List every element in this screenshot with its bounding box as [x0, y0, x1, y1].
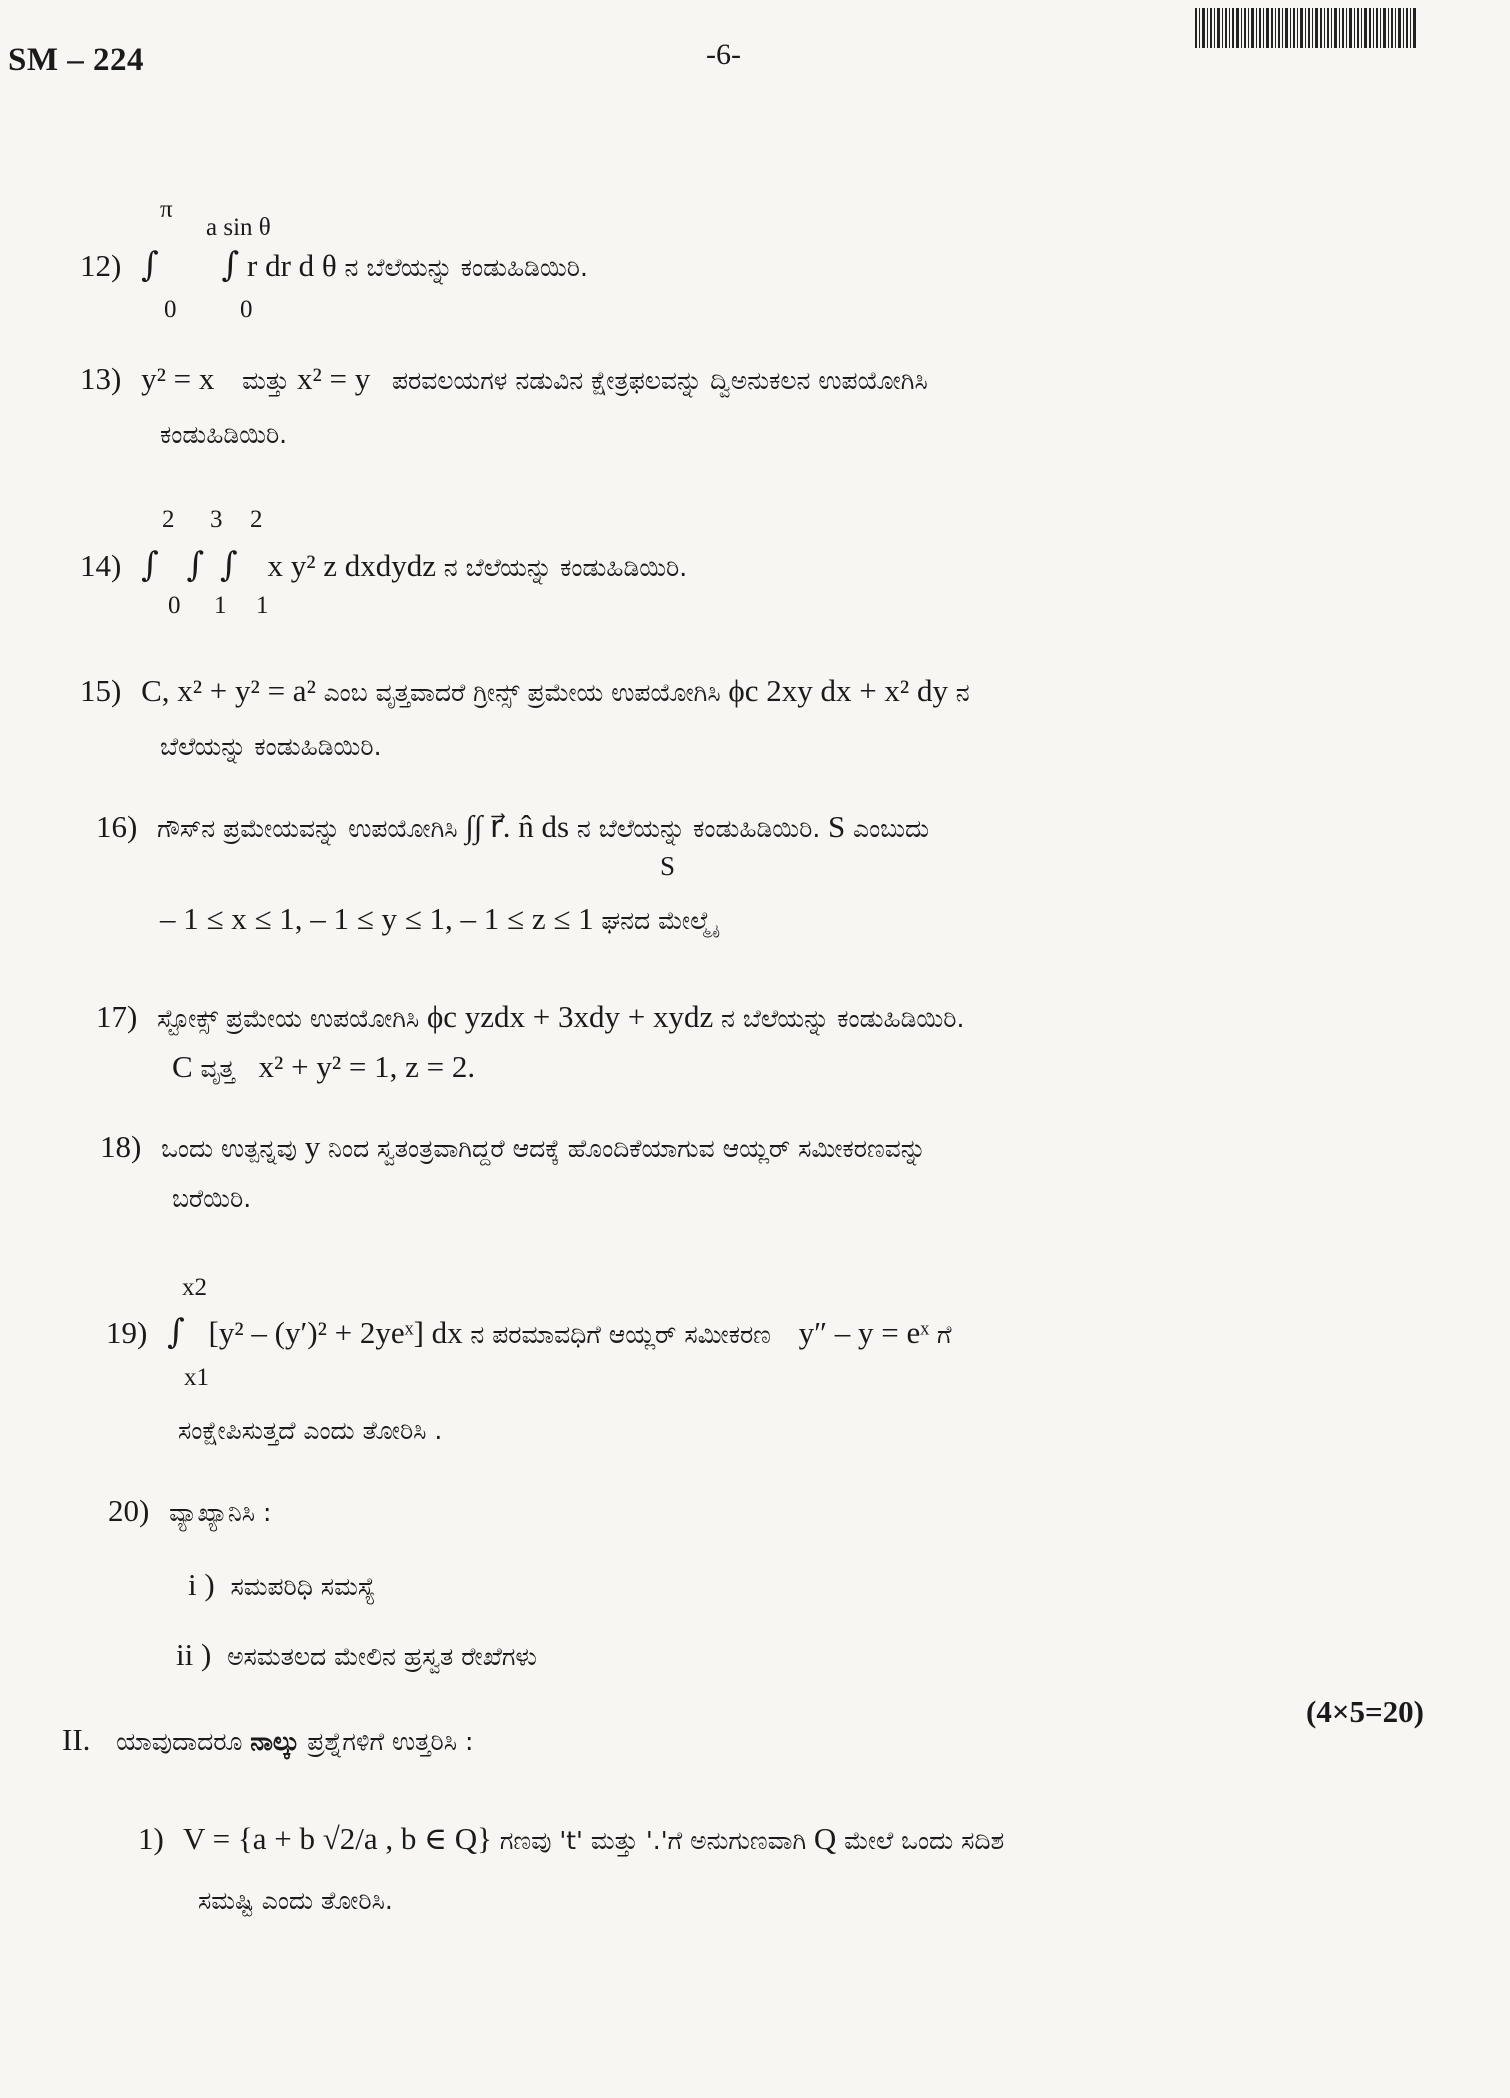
q19-text-2: ಗೆ: [937, 1320, 952, 1349]
q12-upper-inner: a sin θ: [206, 214, 271, 241]
q16-text-3: ಎಂಬುದು: [853, 814, 930, 843]
q17-math-1: ϕc yzdx + 3xdy + xydz: [426, 999, 714, 1034]
integral-sign: ∫: [221, 245, 240, 285]
q12-lower-outer: 0: [164, 296, 177, 323]
section-marks: (4×5=20): [1306, 1694, 1424, 1729]
q20-item-label: ii ): [176, 1637, 212, 1672]
q20-item: [188, 1566, 376, 1603]
q17-number: 17): [96, 999, 138, 1034]
q16-math-1: ∫∫ r⃗. n̂ ds: [465, 809, 570, 844]
integral-sign: ∫: [220, 545, 238, 585]
s2q1-math-2: Q: [813, 1821, 837, 1856]
question-13: [80, 360, 928, 397]
q20-item-text: ಸಮಪರಿಧಿ ಸಮಸ್ಯೆ: [230, 1572, 376, 1601]
q19-lower: x1: [184, 1364, 209, 1391]
q12-number: 12): [80, 248, 122, 283]
q19-upper: x2: [182, 1274, 207, 1301]
q12-text: ನ ಬೆಲೆಯನ್ನು ಕಂಡುಹಿಡಿಯಿರಿ.: [344, 253, 588, 282]
q17-text-1: ಸ್ಟೋಕ್ಸ್ ಪ್ರಮೇಯ ಉಪಯೋಗಿಸಿ: [157, 1004, 420, 1033]
s2q1-text-1: ಗಣವು 't' ಮತ್ತು '.'ಗೆ ಅನುಗುಣವಾಗಿ: [499, 1826, 807, 1855]
section-text-c: ಪ್ರಶ್ನೆಗಳಿಗೆ ಉತ್ತರಿಸಿ :: [307, 1727, 474, 1756]
q17-text-2: ನ ಬೆಲೆಯನ್ನು ಕಂಡುಹಿಡಿಯಿರಿ.: [721, 1004, 965, 1033]
q15-math-2: ϕc 2xy dx + x² dy: [728, 673, 948, 708]
integral-sign: ∫: [167, 1312, 185, 1352]
section-text-a: ಯಾವುದಾದರೂ: [116, 1727, 243, 1756]
q14-lower-3: 1: [256, 592, 269, 619]
q14-number: 14): [80, 548, 122, 583]
q15-text-2: ನ: [955, 678, 970, 707]
section-2-question-1: [138, 1820, 1004, 1857]
barcode: [1195, 8, 1417, 48]
q17-line-2-math-1: C: [172, 1049, 193, 1084]
integral-sign: ∫: [141, 245, 159, 285]
s2q1-line-2: ಸಮಷ್ಟಿ ಎಂದು ತೋರಿಸಿ.: [198, 1886, 393, 1915]
q20-item-label: i ): [188, 1567, 215, 1602]
q16-number: 16): [96, 809, 138, 844]
q13-number: 13): [80, 361, 122, 396]
q16-sub: S: [660, 851, 676, 881]
q18-line-2: ಬರೆಯಿರಿ.: [172, 1184, 252, 1213]
q13-math-1: y² = x: [141, 361, 215, 396]
q16-math-2: S: [828, 809, 846, 844]
question-18: [100, 1128, 926, 1165]
q18-text-2: ನಿಂದ ಸ್ವತಂತ್ರವಾಗಿದ್ದರೆ ಆದಕ್ಕೆ ಹೊಂದಿಕೆಯಾಗುವ ಆಯ್ಲರ್ ಸಮೀಕರಣವನ್ನು: [327, 1134, 926, 1163]
q15-text-1: ಎಂಬ ವೃತ್ತವಾದರೆ ಗ್ರೀನ್ಸ್ ಪ್ರಮೇಯ ಉಪಯೋಗಿಸಿ: [323, 678, 721, 707]
q16-line-2: [160, 900, 715, 937]
q19-line-2: ಸಂಕ್ಷೇಪಿಸುತ್ತದೆ ಎಂದು ತೋರಿಸಿ .: [178, 1416, 443, 1445]
q14-integrand: x y² z dxdydz: [267, 548, 437, 583]
q14-upper-3: 2: [250, 506, 263, 533]
q12-upper-outer: π: [160, 196, 173, 223]
section-2-heading: [62, 1722, 473, 1758]
q16-text-2: ನ ಬೆಲೆಯನ್ನು ಕಂಡುಹಿಡಿಯಿರಿ.: [576, 814, 821, 843]
q14-text: ನ ಬೆಲೆಯನ್ನು ಕಂಡುಹಿಡಿಯಿರಿ.: [443, 553, 688, 582]
q16-line-2-math: – 1 ≤ x ≤ 1, – 1 ≤ y ≤ 1, – 1 ≤ z ≤ 1: [160, 901, 594, 936]
q18-text-1: ಒಂದು ಉತ್ಪನ್ನವು: [161, 1134, 297, 1163]
q14-lower-2: 1: [214, 592, 227, 619]
paper-code: SM – 224: [8, 42, 144, 78]
q17-line-2-text: ವೃತ್ತ: [200, 1054, 235, 1083]
q20-item: [176, 1636, 537, 1673]
page-number: -6-: [706, 38, 741, 71]
question-15: [80, 672, 970, 709]
integral-sign: ∫: [141, 545, 159, 585]
q18-math-1: y: [304, 1129, 321, 1164]
q20-text: ವ್ಯಾಖ್ಯಾನಿಸಿ :: [169, 1498, 272, 1527]
q12-lower-inner: 0: [240, 296, 253, 323]
question-16: [96, 808, 929, 845]
q14-upper-1: 2: [162, 506, 175, 533]
question-20: [108, 1492, 271, 1529]
q20-item-text: ಅಸಮತಲದ ಮೇಲಿನ ಹ್ರಸ್ವತ ರೇಖೆಗಳು: [227, 1642, 537, 1671]
q15-number: 15): [80, 673, 122, 708]
s2q1-text-2: ಮೇಲೆ ಒಂದು ಸದಿಶ: [844, 1826, 1005, 1855]
q14-lower-1: 0: [168, 592, 181, 619]
s2q1-number: 1): [138, 1821, 164, 1856]
q17-line-2: [172, 1048, 475, 1085]
q13-text-1: ಮತ್ತು: [242, 366, 290, 395]
question-17: [96, 998, 964, 1035]
q12-integrand: r dr d θ: [247, 248, 337, 283]
q15-math-1: C, x² + y² = a²: [141, 673, 316, 708]
q18-number: 18): [100, 1129, 142, 1164]
q17-line-2-math-2: x² + y² = 1, z = 2.: [258, 1049, 476, 1084]
q19-text-1: ನ ಪರಮಾವಧಿಗೆ ಆಯ್ಲರ್ ಸಮೀಕರಣ: [470, 1320, 771, 1349]
q13-text-2: ಪರವಲಯಗಳ ನಡುವಿನ ಕ್ಷೇತ್ರಫಲವನ್ನು ದ್ವಿಅನುಕಲನ ಉಪಯೋಗಿಸಿ: [392, 366, 928, 395]
section-text-b: ನಾಲ್ಕು: [250, 1727, 300, 1756]
q19-number: 19): [106, 1315, 148, 1350]
section-label: II.: [62, 1722, 91, 1757]
q14-upper-2: 3: [210, 506, 223, 533]
q20-number: 20): [108, 1493, 150, 1528]
q13-line-2: ಕಂಡುಹಿಡಿಯಿರಿ.: [160, 420, 288, 449]
q15-line-2: ಬೆಲೆಯನ್ನು ಕಂಡುಹಿಡಿಯಿರಿ.: [160, 732, 382, 761]
q16-text-1: ಗೌಸ್‌ನ ಪ್ರಮೇಯವನ್ನು ಉಪಯೋಗಿಸಿ: [157, 814, 458, 843]
integral-sign: ∫: [186, 545, 205, 585]
q19-integrand: [y² – (y′)² + 2yeˣ] dx: [208, 1315, 463, 1350]
q16-line-2-text: ಘನದ ಮೇಲ್ಮೈ: [601, 906, 715, 935]
s2q1-math-1: V = {a + b √2/a , b ∈ Q}: [183, 1821, 493, 1856]
q13-math-2: x² = y: [296, 361, 371, 396]
q19-math-2: y″ – y = eˣ: [798, 1315, 930, 1350]
